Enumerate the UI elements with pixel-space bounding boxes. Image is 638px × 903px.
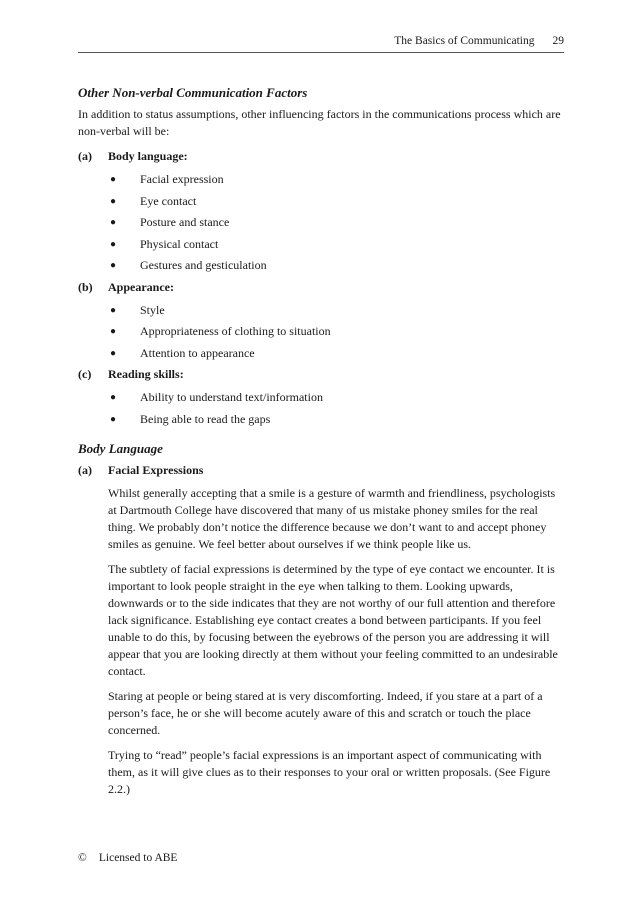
bullet-item: ● Attention to appearance xyxy=(78,345,566,367)
item-title: Appearance: xyxy=(108,279,174,294)
list-item-b xyxy=(78,279,566,296)
item-label: (c) xyxy=(78,367,92,381)
page-content xyxy=(78,84,566,806)
body-paragraph: Whilst generally accepting that a smile is a gesture of warmth and friendliness, psychologists at Dartmouth College have discovered that many of us mistake phoney smiles for the real thing. We probably don’t notice the difference because we don’t want to and accept phoney smiles as genuine. We feel better about ourselves if we think people like us. xyxy=(108,486,556,551)
item-title: Reading skills: xyxy=(108,367,184,381)
bullet-icon: ● xyxy=(110,347,117,359)
body-paragraph: Trying to “read” people’s facial expressions is an important aspect of communicating with them, as it will give clues as to their responses to your oral or written proposals. (See Figure 2.2.) xyxy=(108,748,551,796)
bullet-item: ● Eye contact xyxy=(78,193,566,215)
bullet-list-b xyxy=(78,302,566,367)
bullet-icon: ● xyxy=(110,195,117,207)
header-rule xyxy=(78,52,564,53)
bullet-icon: ● xyxy=(110,392,117,403)
item-label: (a) xyxy=(78,463,92,477)
copyright-symbol: © xyxy=(78,852,87,864)
running-header xyxy=(78,35,564,47)
list-item-facial xyxy=(78,462,566,479)
bullet-item: ● Being able to read the gaps xyxy=(78,411,566,433)
page-number: 29 xyxy=(552,35,564,47)
bullet-item: ● Posture and stance xyxy=(78,214,566,236)
running-title: The Basics of Communicating xyxy=(394,35,535,47)
bullet-list-a xyxy=(78,171,566,279)
list-item-a xyxy=(78,148,566,165)
bullet-icon: ● xyxy=(110,326,117,337)
bullet-item: ● Gestures and gesticulation xyxy=(78,257,566,279)
bullet-icon: ● xyxy=(110,238,117,250)
body-paragraph: Staring at people or being stared at is very discomforting. Indeed, if you stare at a part of a person’s face, he or she will become acutely aware of this and scratch or touch the place concerned. xyxy=(108,689,543,737)
item-title: Facial Expressions xyxy=(108,463,204,477)
section-heading: Body Language xyxy=(78,441,163,456)
bullet-icon: ● xyxy=(110,304,117,316)
bullet-item: ● Ability to understand text/information xyxy=(78,389,566,411)
bullet-item: ● Appropriateness of clothing to situation xyxy=(78,323,566,345)
bullet-item: ● Facial expression xyxy=(78,171,566,193)
intro-paragraph: In addition to status assumptions, other influencing factors in the communications process which are non-verbal will be: xyxy=(78,107,561,138)
item-title: Body language: xyxy=(108,149,188,163)
footer-text: Licensed to ABE xyxy=(98,852,178,864)
bullet-list-c xyxy=(78,389,566,432)
body-paragraph: The subtlety of facial expressions is determined by the type of eye contact we encounter. It is important to look people straight in the eye when talking to them. Looking upwards, downwards or to the side indicates that they are not worthy of our full attention and therefore lack significance. Establishing eye contact creates a bond between participants. If you feel unable to do this, by focusing between the eyebrows of the person you are addressing it will appear that you are looking directly at them without your feeling committed to an undesirable contact. xyxy=(108,562,558,678)
item-label: (b) xyxy=(78,279,93,294)
item-label: (a) xyxy=(78,149,92,163)
page-footer xyxy=(78,852,177,864)
bullet-icon: ● xyxy=(110,217,117,228)
bullet-item: ● Physical contact xyxy=(78,236,566,258)
section-heading: Other Non-verbal Communication Factors xyxy=(78,85,308,100)
list-item-c xyxy=(78,366,566,383)
bullet-item: ● Style xyxy=(78,302,566,324)
bullet-icon: ● xyxy=(110,413,117,425)
facial-expressions-body xyxy=(108,485,566,798)
bullet-icon: ● xyxy=(110,174,117,185)
bullet-icon: ● xyxy=(110,260,117,271)
